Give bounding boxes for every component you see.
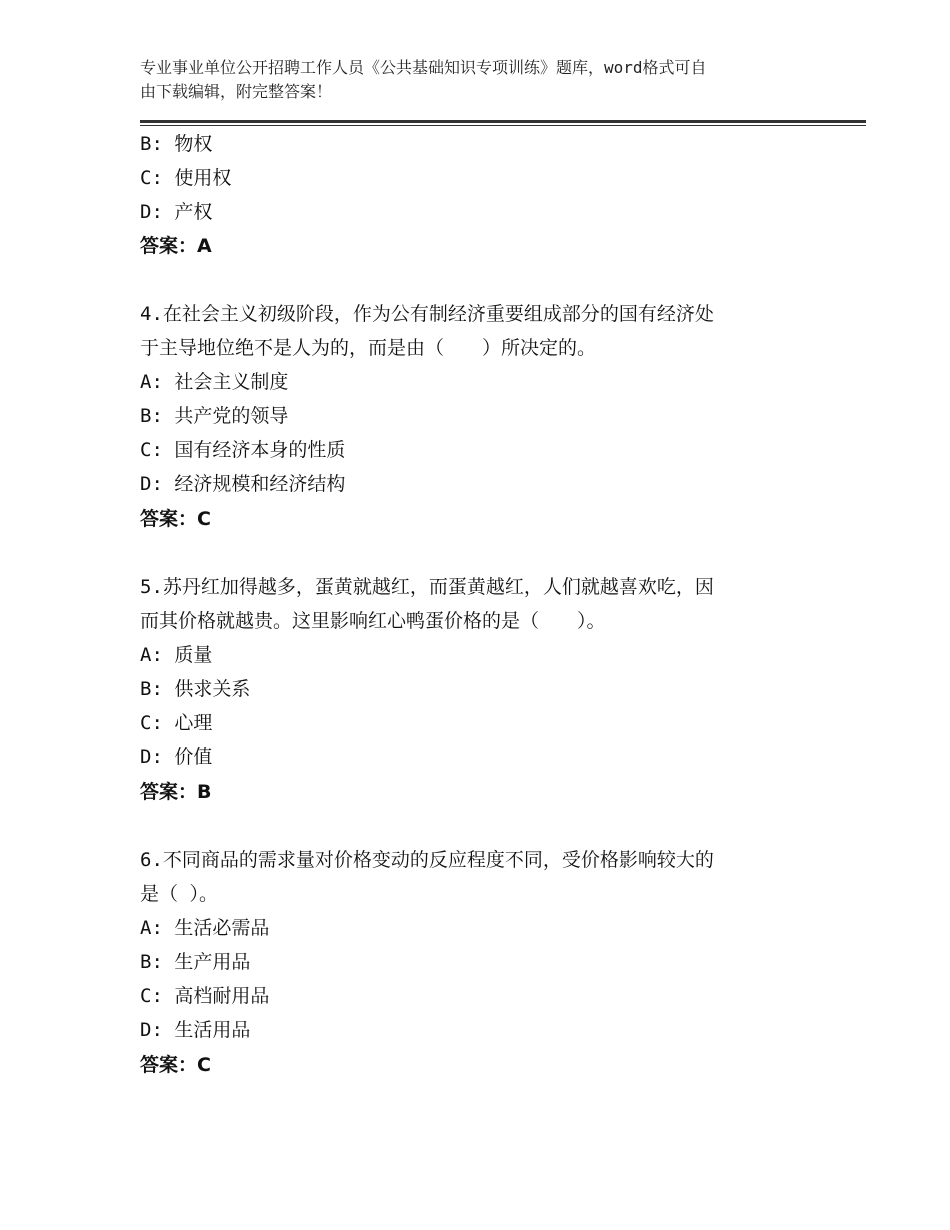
q6-option-a: A: 生活必需品 <box>140 917 270 939</box>
q5-option-a: A: 质量 <box>140 644 213 666</box>
q5-option-c: C: 心理 <box>140 712 213 734</box>
q5-stem-line-2: 而其价格就越贵。这里影响红心鸭蛋价格的是（ ）。 <box>140 610 606 632</box>
q3-answer: 答案：A <box>140 235 212 257</box>
q5-option-b: B: 供求关系 <box>140 678 251 700</box>
q3-option-d: D: 产权 <box>140 201 213 223</box>
q4-stem-line-2: 于主导地位绝不是人为的，而是由（ ）所决定的。 <box>140 337 597 359</box>
q3-option-b: B: 物权 <box>140 133 213 155</box>
q6-answer: 答案：C <box>140 1054 211 1076</box>
header-line-1: 专业事业单位公开招聘工作人员《公共基础知识专项训练》题库，word格式可自 <box>140 58 707 77</box>
q5-stem-line-1: 5.苏丹红加得越多，蛋黄就越红，而蛋黄越红，人们就越喜欢吃，因 <box>140 576 714 598</box>
page-header <box>140 56 800 104</box>
q4-stem-line-1: 4.在社会主义初级阶段，作为公有制经济重要组成部分的国有经济处 <box>140 303 714 325</box>
q3-option-c: C: 使用权 <box>140 167 232 189</box>
header-divider-thin <box>140 125 866 126</box>
header-divider-thick <box>140 120 866 123</box>
q4-option-d: D: 经济规模和经济结构 <box>140 473 346 495</box>
q6-stem-line-2: 是（ ）。 <box>140 883 218 905</box>
q4-answer: 答案：C <box>140 508 211 530</box>
q6-option-d: D: 生活用品 <box>140 1019 251 1041</box>
q6-stem-line-1: 6.不同商品的需求量对价格变动的反应程度不同，受价格影响较大的 <box>140 849 714 871</box>
q6-option-c: C: 高档耐用品 <box>140 985 270 1007</box>
q5-answer: 答案：B <box>140 781 212 803</box>
q4-option-b: B: 共产党的领导 <box>140 405 289 427</box>
header-line-2: 由下载编辑，附完整答案！ <box>140 82 333 101</box>
q4-option-c: C: 国有经济本身的性质 <box>140 439 346 461</box>
q6-option-b: B: 生产用品 <box>140 951 251 973</box>
q4-option-a: A: 社会主义制度 <box>140 371 289 393</box>
q5-option-d: D: 价值 <box>140 746 213 768</box>
